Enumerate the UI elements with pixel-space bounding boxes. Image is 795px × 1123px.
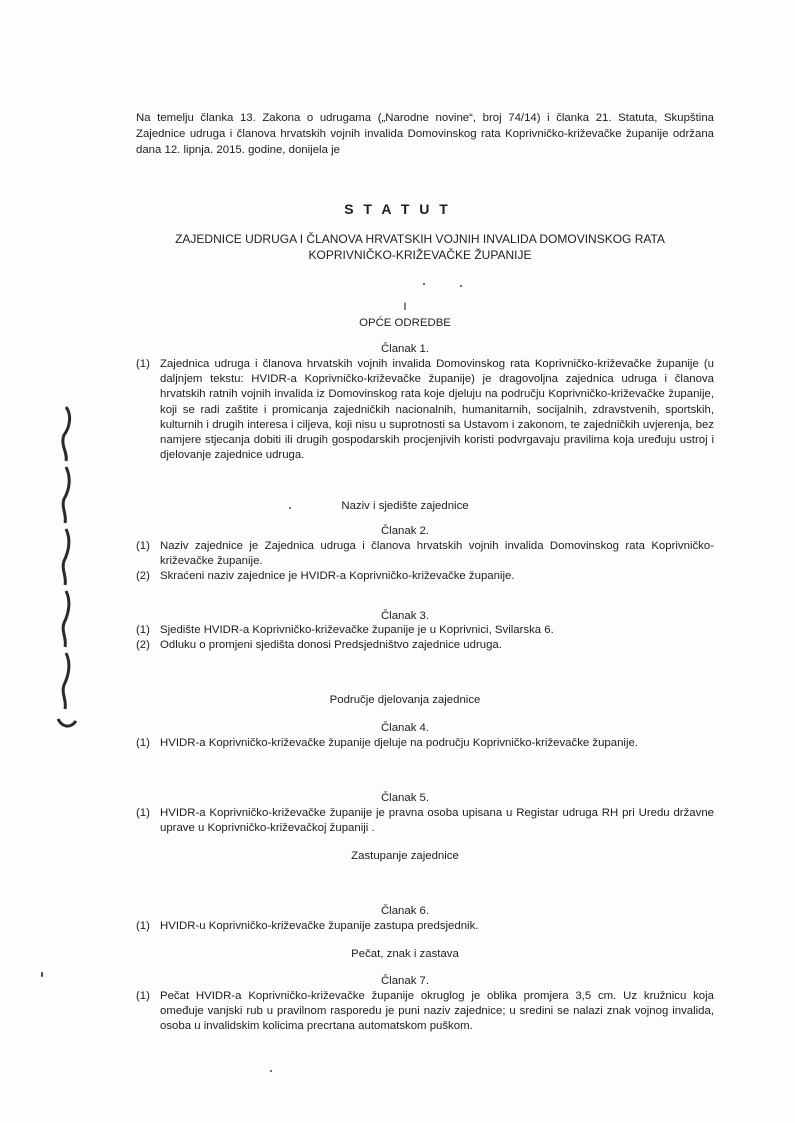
article-7-title: Članak 7. <box>380 975 430 987</box>
scan-speck <box>423 283 425 285</box>
subtitle-line-1: ZAJEDNICE UDRUGA I ČLANOVA HRVATSKIH VOJNIH INVALIDA DOMOVINSKOG RATA <box>175 232 665 246</box>
scan-speck <box>460 285 462 287</box>
paragraph-text: Odluku o promjeni sjedišta donosi Predsjedništvo zajednice udruga. <box>160 639 502 651</box>
article-7-paragraph-1 <box>136 989 714 1035</box>
article-2-paragraph-1 <box>136 539 714 569</box>
subtitle-line-2: KOPRIVNIČKO-KRIŽEVAČKE ŽUPANIJE <box>308 247 532 262</box>
paragraph-text: Naziv zajednice je Zajednica udruga i članova hrvatskih vojnih invalida Domovinskog rata Koprivničko-križevačke županije. <box>160 540 714 568</box>
scan-speck <box>41 972 43 977</box>
article-3-paragraph-2 <box>136 638 714 653</box>
paragraph-number: (1) <box>136 920 150 932</box>
article-1-title: Članak 1. <box>380 343 430 355</box>
paragraph-text: HVIDR-a Koprivničko-križevačke županije djeluje na području Koprivničko-križevačke županije. <box>160 737 638 749</box>
document-title: S T A T U T <box>344 201 451 217</box>
section-heading-seal: Pečat, znak i zastava <box>351 948 459 960</box>
paragraph-text: Pečat HVIDR-a Koprivničko-križevačke županije okruglog je oblika promjera 3,5 cm. Uz kružnicu koja omeđuje vanjski rub u pravilnom rasporedu je puni naziv zajednice; u sredini se nalazi znak vojnog invalida, osoba u invalidskim kolicima precrtana automatskom puškom. <box>160 990 714 1033</box>
paragraph-number: (1) <box>136 540 150 552</box>
binding-mark <box>63 653 69 709</box>
binding-mark <box>63 591 69 647</box>
paragraph-number: (1) <box>136 990 150 1002</box>
paragraph-number: (2) <box>136 570 150 582</box>
article-4-paragraph-1 <box>136 736 714 751</box>
paragraph-number: (1) <box>136 358 150 370</box>
paragraph-text: HVIDR-u Koprivničko-križevačke županije zastupa predsjednik. <box>160 920 479 932</box>
section-heading-name: Naziv i sjedište zajednice <box>341 500 469 512</box>
binding-mark <box>63 407 70 461</box>
binding-mark <box>63 467 69 523</box>
article-1-paragraph-1 <box>136 357 714 463</box>
preamble: Na temelju članka 13. Zakona o udrugama („Narodne novine“, broj 74/14) i članka 21. Statuta, Skupština Zajednice udruga i članova hrvatskih vojnih invalida Domovinskog rata Koprivničko-križevačke županije održana dana 12. lipnja. 2015. godine, donijela je <box>136 112 714 157</box>
scan-speck <box>289 507 291 509</box>
article-3-title: Članak 3. <box>380 610 430 622</box>
paragraph-number: (1) <box>136 624 150 636</box>
binding-mark <box>58 719 76 726</box>
paragraph-number: (1) <box>136 737 150 749</box>
part-title: OPĆE ODREDBE <box>359 317 451 329</box>
section-heading-representation: Zastupanje zajednice <box>351 850 459 862</box>
binding-marks-artifact <box>52 405 82 735</box>
paragraph-text: HVIDR-a Koprivničko-križevačke županije je pravna osoba upisana u Registar udruga RH pri Uredu državne uprave u Koprivničko-križevačkoj županiji . <box>160 807 714 835</box>
paragraph-text: Skraćeni naziv zajednice je HVIDR-a Koprivničko-križevačke županije. <box>160 570 515 582</box>
scan-speck <box>270 1070 272 1072</box>
article-6-paragraph-1 <box>136 919 714 934</box>
part-number: I <box>403 301 407 313</box>
article-4-title: Članak 4. <box>380 722 430 734</box>
article-5-title: Članak 5. <box>380 792 430 804</box>
article-2-title: Članak 2. <box>380 525 430 537</box>
binding-mark <box>63 529 69 585</box>
document-subtitle <box>140 232 700 263</box>
paragraph-number: (2) <box>136 639 150 651</box>
article-5-paragraph-1 <box>136 806 714 836</box>
paragraph-number: (1) <box>136 807 150 819</box>
section-heading-area: Područje djelovanja zajednice <box>329 694 481 706</box>
article-2-paragraph-2 <box>136 569 714 584</box>
paragraph-text: Zajednica udruga i članova hrvatskih vojnih invalida Domovinskog rata Koprivničko-križevačke županije (u daljnjem tekstu: HVIDR-a Koprivničko-križevačke županije) je dragovoljna zajednica udruga i članova hrvatskih ratnih vojnih invalida iz Domovinskog rata koje djeluju na području Koprivničko-križevačke županije, koji se radi zaštite i promicanja zajedničkih nacionalnih, humanitarnih, socijalnih, zdravstvenih, sportskih, kulturnih i drugih interesa i ciljeva, koji nisu u suprotnosti sa Ustavom i zakonom, te zajedničkih uvjerenja, bez namjere stjecanja dobiti ili drugih gospodarskih procjenjivih koristi podvrgavaju pravilima koja uređuju ustroj i djelovanje zajednice udruga. <box>160 358 714 462</box>
article-6-title: Članak 6. <box>380 905 430 917</box>
paragraph-text: Sjedište HVIDR-a Koprivničko-križevačke županije je u Koprivnici, Svilarska 6. <box>160 624 554 636</box>
article-3-paragraph-1 <box>136 623 714 638</box>
